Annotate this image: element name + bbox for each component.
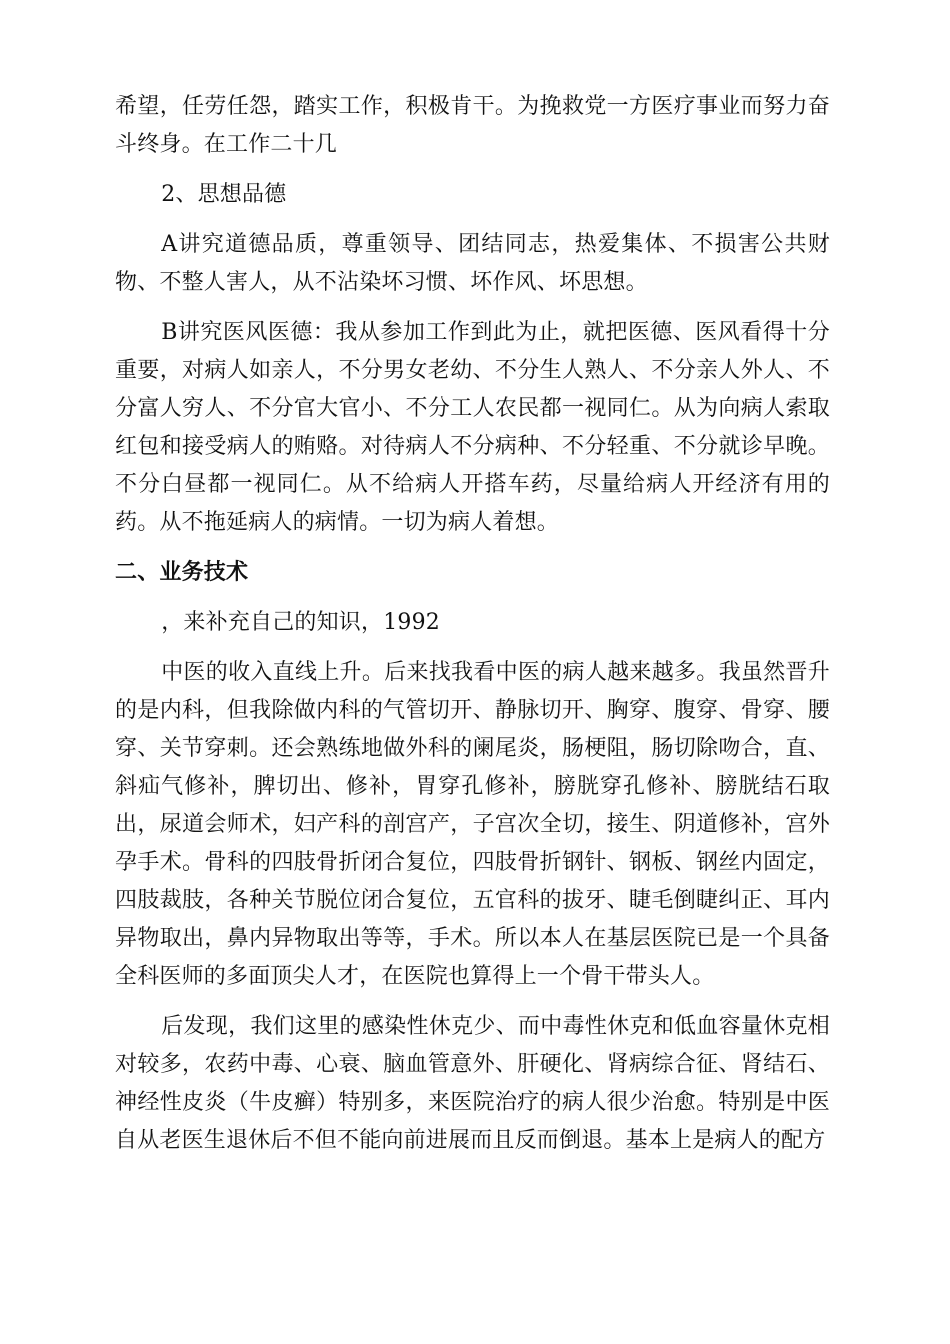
paragraph-medical-ethics: B讲究医风医德：我从参加工作到此为止，就把医德、医风看得十分重要，对病人如亲人，不分男女老幼、不分生人熟人、不分亲人外人、不分富人穷人、不分官大官小、不分工人农民都一视同仁。从为向病人索取红包和接受病人的贿赂。对待病人不分病种、不分轻重、不分就诊早晚。不分白昼都一视同仁。从不给病人开搭车药，尽量给病人开经济有用的药。从不拖延病人的病情。一切为病人着想。 <box>115 320 830 535</box>
section-heading-professional-skills: 二、业务技术 <box>115 560 249 585</box>
paragraph-observations: 后发现，我们这里的感染性休克少、而中毒性休克和低血容量休克相对较多，农药中毒、心衰、脑血管意外、肝硬化、肾病综合征、肾结石、神经性皮炎（牛皮癣）特别多，来医院治疗的病人很少治愈。特别是中医自从老医生退休后不但不能向前进展而且反而倒退。基本上是病人的配方 <box>115 1014 830 1153</box>
paragraph-moral-quality: A讲究道德品质，尊重领导、团结同志，热爱集体、不损害公共财物、不整人害人，从不沾染坏习惯、坏作风、坏思想。 <box>115 232 830 295</box>
paragraph-continuation: 希望，任劳任怨，踏实工作，积极肯干。为挽救党一方医疗事业而努力奋斗终身。在工作二十几 <box>115 94 830 157</box>
subheading-ideology-morality: 2、思想品德 <box>161 182 287 207</box>
paragraph-surgical-skills: 中医的收入直线上升。后来找我看中医的病人越来越多。我虽然晋升的是内科，但我除做内科的气管切开、静脉切开、胸穿、腹穿、骨穿、腰穿、关节穿刺。还会熟练地做外科的阑尾炎，肠梗阻，肠切除吻合，直、斜疝气修补，脾切出、修补，胃穿孔修补，膀胱穿孔修补、膀胱结石取出，尿道会师术，妇产科的剖宫产，子宫次全切，接生、阴道修补，宫外孕手术。骨科的四肢骨折闭合复位，四肢骨折钢针、钢板、钢丝内固定，四肢裁肢，各种关节脱位闭合复位，五官科的拔牙、睫毛倒睫纠正、耳内异物取出，鼻内异物取出等等，手术。所以本人在基层医院已是一个具备全科医师的多面顶尖人才，在医院也算得上一个骨干带头人。 <box>115 660 830 989</box>
paragraph-knowledge-fragment: ，来补充自己的知识，1992 <box>161 610 440 635</box>
